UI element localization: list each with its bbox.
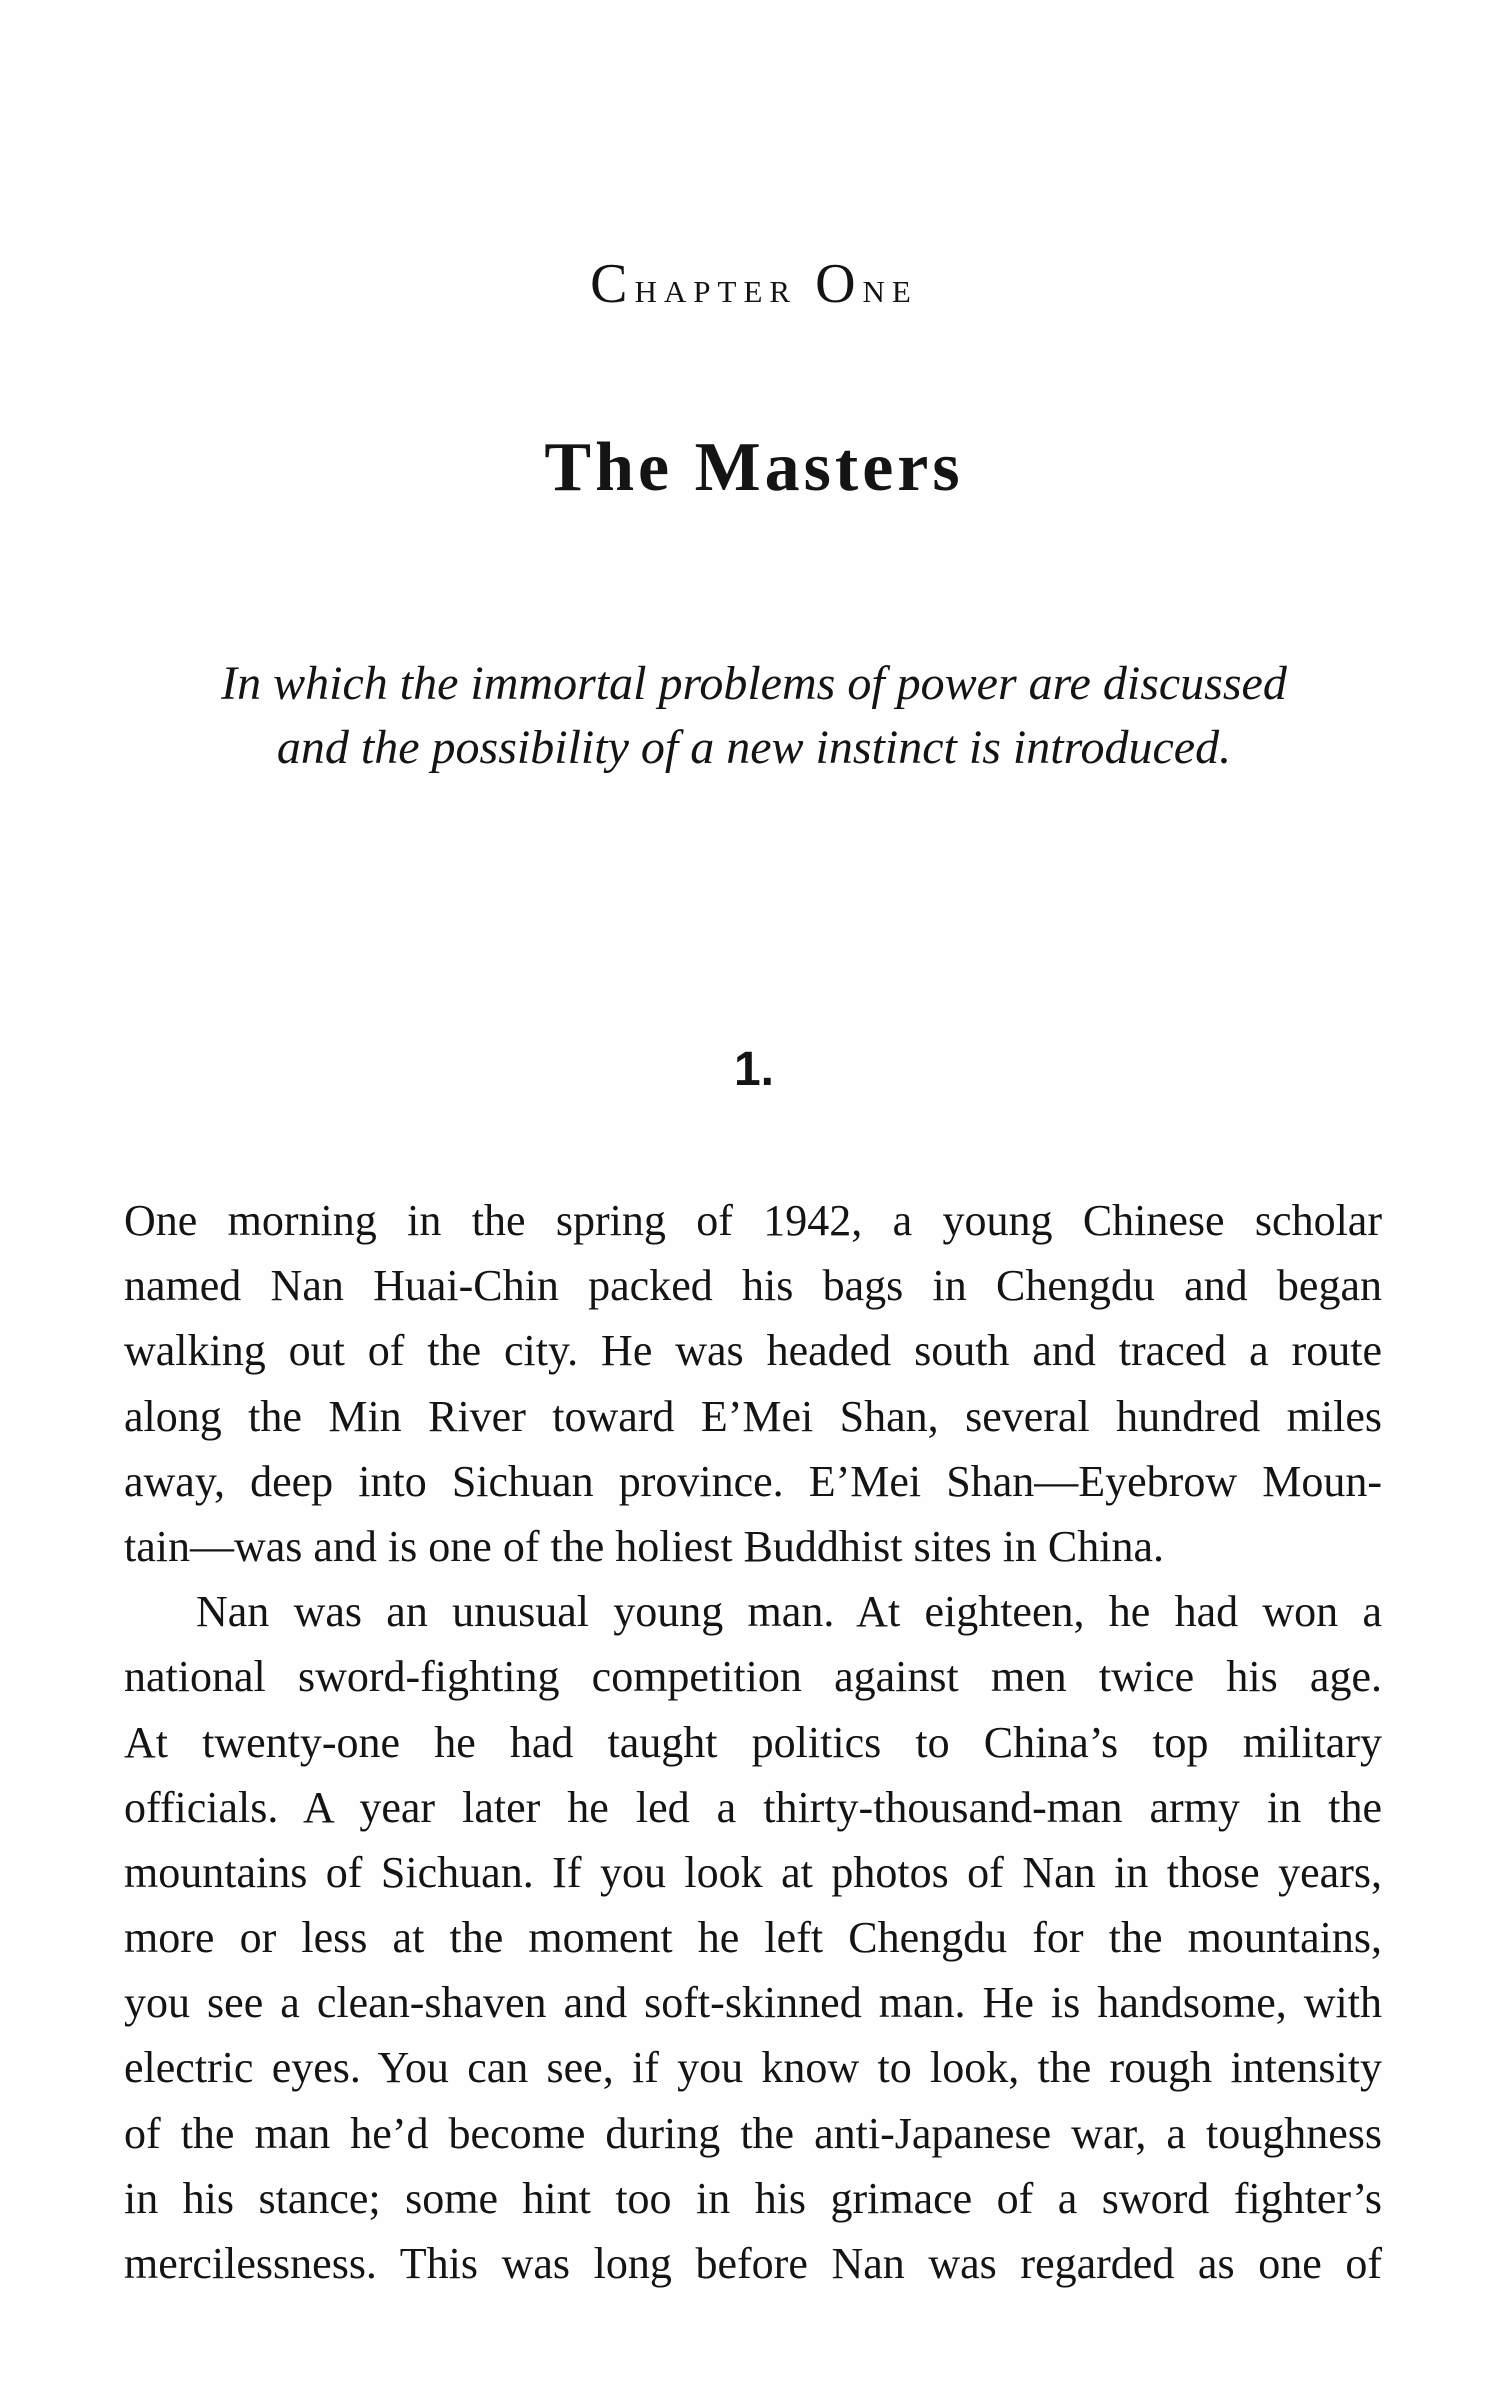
paragraph-line: away, deep into Sichuan province. E’Mei Shan—Eyebrow Moun-: [124, 1456, 1382, 1506]
paragraph-line: named Nan Huai-Chin packed his bags in Chengdu and began: [124, 1261, 1382, 1311]
paragraph-1: [124, 1188, 1382, 1579]
paragraph-line: national sword-fighting competition against men twice his age.: [124, 1652, 1382, 1702]
chapter-label-rest-2: ne: [862, 263, 918, 312]
chapter-label: [0, 252, 1508, 316]
paragraph-line: Nan was an unusual young man. At eighteen, he had won a: [196, 1587, 1382, 1637]
paragraph-line: officials. A year later he led a thirty-thousand-man army in the: [124, 1782, 1382, 1832]
chapter-label-cap-1: C: [590, 253, 635, 315]
paragraph-line: along the Min River toward E’Mei Shan, several hundred miles: [124, 1391, 1382, 1441]
paragraph-line: of the man he’d become during the anti-Japanese war, a toughness: [124, 2108, 1382, 2158]
paragraph-line: walking out of the city. He was headed south and traced a route: [124, 1326, 1382, 1376]
paragraph-line: electric eyes. You can see, if you know to look, the rough intensity: [124, 2043, 1382, 2093]
section-number: 1.: [733, 1043, 775, 1096]
chapter-label-cap-2: O: [815, 253, 863, 315]
paragraph-line: One morning in the spring of 1942, a young Chinese scholar: [124, 1196, 1382, 1245]
paragraph-line: you see a clean-shaven and soft-skinned man. He is handsome, with: [124, 1978, 1382, 2028]
paragraph-2: [124, 1579, 1382, 2296]
paragraph-line: tain—was and is one of the holiest Buddhist sites in China.: [124, 1521, 1165, 1571]
paragraph-line: At twenty-one he had taught politics to China’s top military: [124, 1717, 1382, 1767]
paragraph-line: mountains of Sichuan. If you look at photos of Nan in those years,: [124, 1847, 1382, 1897]
epigraph: [140, 652, 1368, 780]
chapter-title: The Masters: [544, 429, 964, 506]
epigraph-line-2: and the possibility of a new instinct is introduced.: [276, 721, 1232, 774]
paragraph-line: in his stance; some hint too in his grimace of a sword fighter’s: [124, 2173, 1382, 2223]
epigraph-line-1: In which the immortal problems of power are discussed: [221, 657, 1287, 710]
paragraph-line: mercilessness. This was long before Nan was regarded as one of: [124, 2239, 1382, 2288]
paragraph-line: more or less at the moment he left Chengdu for the mountains,: [124, 1913, 1382, 1963]
chapter-label-rest-1: hapter: [634, 263, 798, 312]
body-text: [124, 1188, 1382, 2296]
